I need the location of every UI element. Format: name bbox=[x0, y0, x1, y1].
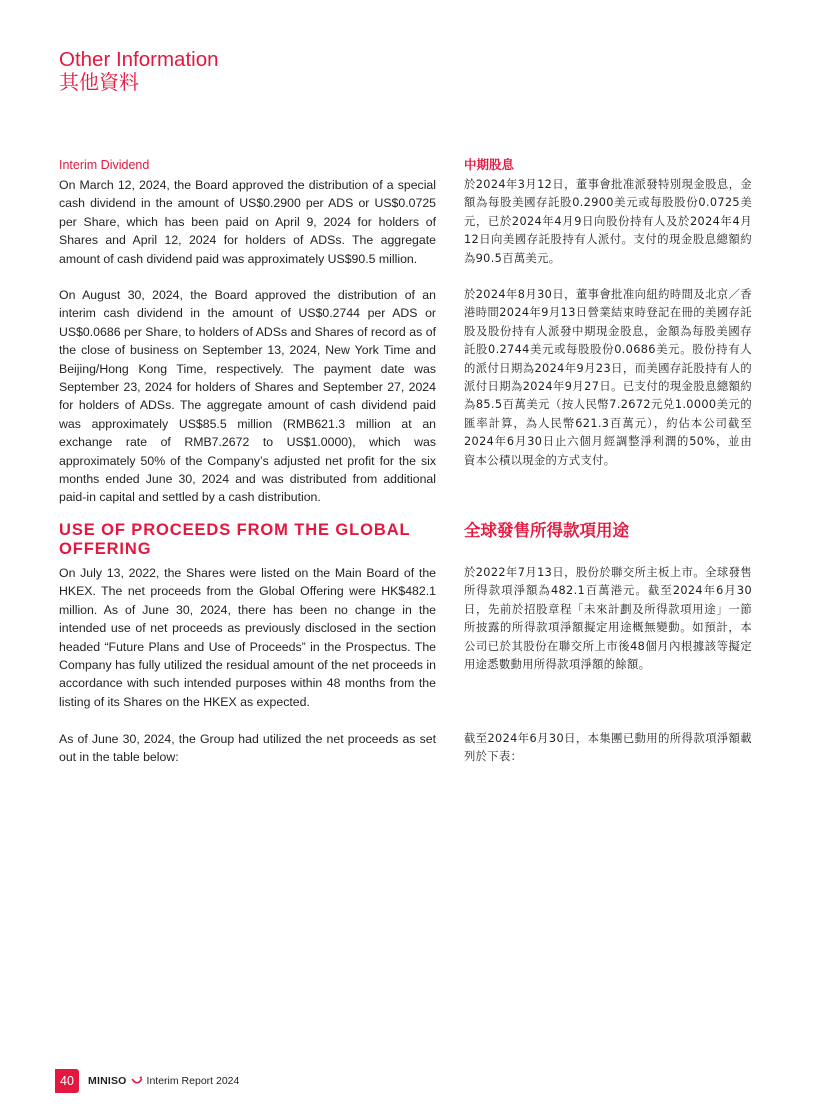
paragraph: On July 13, 2022, the Shares were listed on the Main Board of the HKEX. The net proceeds from the Global Offering were HK$482.1 million. As of June 30, 2024, there has been no change in the intended use of net proceeds as previously disclosed in the section headed “Future Plans and Use of Proceeds” in the Prospectus. The Company has fully utilized the residual amount of the net proceeds in accordance with such intended purposes within 48 months from the listing of its Shares on the HKEX as expected. bbox=[59, 566, 436, 709]
paragraph: 於2024年8月30日，董事會批准向紐約時間及北京／香港時間2024年9月13日營業結束時登記在冊的美國存託股及股份持有人派發中期現金股息，金額為每股美國存託股0.2744美元或每股股份0.0686美元。股份持有人的派付日期為2024年9月23日，而美國存託股持有人的派付日期為2024年9月27日。已支付的現金股息總額約為85.5百萬美元（按人民幣7.2672元兑1.0000美元的匯率計算，為人民幣621.3百萬元），約佔本公司截至2024年6月30日止六個月經調整淨利潤的50%，並由資本公積以現金的方式支付。 bbox=[464, 288, 752, 467]
section-heading: Interim Dividend bbox=[59, 158, 150, 172]
section-heading: 中期股息 bbox=[464, 157, 515, 172]
paragraph: 於2022年7月13日，股份於聯交所主板上市。全球發售所得款項淨額為482.1百萬港元。截至2024年6月30日，先前於招股章程「未來計劃及所得款項用途」一節所披露的所得款項淨額擬定用途概無變動。如預計，本公司已於其股份在聯交所上市後48個月內根據該等擬定用途悉數動用所得款項淨額的餘額。 bbox=[464, 566, 752, 672]
interim-dividend-zh bbox=[464, 156, 752, 268]
report-title: Interim Report 2024 bbox=[146, 1075, 240, 1087]
brand-name: MINISO bbox=[88, 1075, 127, 1087]
interim-dividend-en bbox=[59, 156, 436, 268]
use-of-proceeds-para2-en bbox=[59, 730, 436, 767]
paragraph: 截至2024年6月30日，本集團已動用的所得款項淨額載列於下表： bbox=[464, 732, 752, 764]
paragraph: On August 30, 2024, the Board approved the distribution of an interim cash dividend in the amount of US$0.2744 per ADS or US$0.0686 per Share, to holders of ADSs and Shares of record as of the close of business on September 13, 2024, New York Time and Beijing/Hong Kong Time, respectively. The payment date was September 23, 2024 for holders of Shares and September 27, 2024 for holders of ADSs. The aggregate amount of cash dividend paid was approximately US$85.5 million (RMB621.3 million at an exchange rate of RMB7.2672 to US$1.0000), which was approximately 50% of the Company’s adjusted net profit for the six months ended June 30, 2024 and was distributed from additional paid-in capital and settled by a cash distribution. bbox=[59, 288, 436, 505]
use-of-proceeds-para2-zh bbox=[464, 730, 752, 767]
page-title-en: Other Information bbox=[59, 48, 219, 71]
use-of-proceeds-en bbox=[59, 521, 436, 711]
section-heading: 全球發售所得款項用途 bbox=[464, 521, 629, 540]
smile-logo-icon bbox=[131, 1076, 143, 1086]
page-number: 40 bbox=[55, 1069, 79, 1093]
page-header bbox=[59, 49, 219, 93]
page-title-zh: 其他資料 bbox=[59, 70, 139, 94]
paragraph: On March 12, 2024, the Board approved the distribution of a special cash dividend in the amount of US$0.2900 per ADS or US$0.0725 per Share, which has been paid on April 9, 2024 for holders of Shares and April 12, 2024 for holders of ADSs. The aggregate amount of cash dividend paid was approximately US$90.5 million. bbox=[59, 178, 436, 266]
use-of-proceeds-zh bbox=[464, 521, 752, 674]
interim-dividend-para2-en bbox=[59, 286, 436, 507]
paragraph: 於2024年3月12日，董事會批准派發特別現金股息，金額為每股美國存託股0.2900美元或每股股份0.0725美元，已於2024年4月9日向股份持有人及於2024年4月12日向美國存託股持有人派付。支付的現金股息總額約為90.5百萬美元。 bbox=[464, 178, 752, 265]
section-heading: USE OF PROCEEDS FROM THE GLOBAL OFFERING bbox=[59, 521, 411, 558]
interim-dividend-para2-zh bbox=[464, 286, 752, 470]
page-footer bbox=[55, 1069, 239, 1093]
paragraph: As of June 30, 2024, the Group had utilized the net proceeds as set out in the table below: bbox=[59, 732, 436, 765]
